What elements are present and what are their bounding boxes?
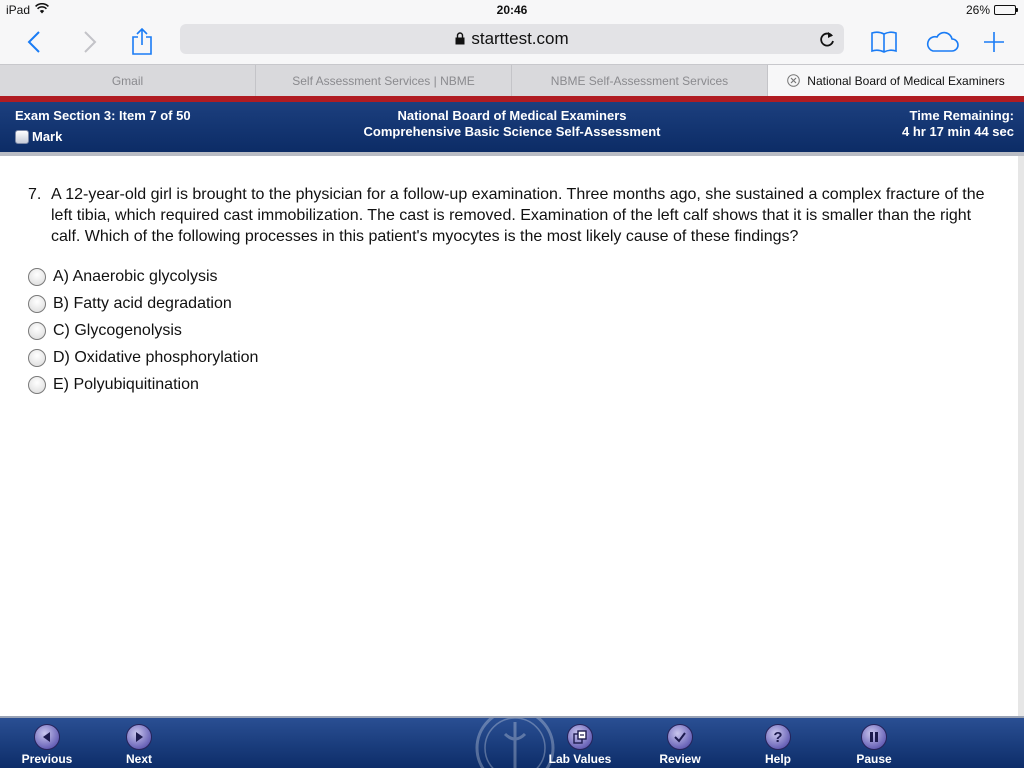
- answer-option-d[interactable]: [28, 344, 258, 371]
- lab-values-button[interactable]: [545, 724, 615, 766]
- forward-icon[interactable]: [74, 26, 106, 58]
- bookmarks-icon[interactable]: [868, 26, 900, 58]
- reload-icon[interactable]: [818, 29, 836, 49]
- question-number: 7.: [28, 186, 42, 203]
- pause-icon: [861, 724, 887, 750]
- section-item-indicator: Exam Section 3: Item 7 of 50: [15, 108, 191, 123]
- tab-bar: [0, 64, 1024, 96]
- question-stem: A 12-year-old girl is brought to the physician for a follow-up examination. Three months ago, she sustained a complex fracture of the left tibia, which required cast immobilization. The cast is removed. Examination of the left calf shows that it is smaller than the right calf. Which of the following processes in this patient's myocytes is the most likely cause of these findings?: [51, 186, 985, 245]
- status-bar: [0, 0, 1024, 20]
- exam-header: [0, 102, 1024, 152]
- radio-button[interactable]: [28, 322, 46, 340]
- battery-percent: 26%: [965, 3, 990, 17]
- radio-button[interactable]: [28, 349, 46, 367]
- icloud-tabs-icon[interactable]: [922, 26, 962, 58]
- tab-label: National Board of Medical Examiners: [807, 73, 1005, 88]
- arrow-left-icon: [34, 724, 60, 750]
- clock: 20:46: [496, 3, 528, 17]
- review-button[interactable]: [645, 724, 715, 766]
- help-label: Help: [764, 752, 791, 766]
- exam-title: Comprehensive Basic Science Self-Assessment: [363, 124, 661, 139]
- bottom-navigation: [0, 716, 1024, 768]
- previous-label: Previous: [21, 752, 73, 766]
- previous-button[interactable]: [12, 724, 82, 766]
- tab-self-assessment-services[interactable]: [256, 65, 512, 96]
- review-label: Review: [659, 752, 701, 766]
- mark-label: Mark: [32, 129, 63, 144]
- answer-option-e[interactable]: [28, 371, 258, 398]
- lab-values-label: Lab Values: [548, 752, 612, 766]
- tab-national-board[interactable]: [768, 65, 1024, 96]
- header-divider: [0, 152, 1024, 156]
- answer-option-c[interactable]: [28, 317, 258, 344]
- option-label: B) Fatty acid degradation: [53, 294, 232, 312]
- next-button[interactable]: [104, 724, 174, 766]
- new-tab-icon[interactable]: [978, 26, 1010, 58]
- time-remaining-label: Time Remaining:: [909, 108, 1014, 123]
- browser-toolbar: [0, 20, 1024, 64]
- back-icon[interactable]: [18, 26, 50, 58]
- help-button[interactable]: [743, 724, 813, 766]
- lock-icon: [455, 30, 465, 50]
- vertical-scrollbar[interactable]: [1018, 156, 1024, 716]
- radio-button[interactable]: [28, 268, 46, 286]
- radio-button[interactable]: [28, 295, 46, 313]
- option-label: A) Anaerobic glycolysis: [53, 267, 218, 285]
- tab-nbme-self-assessment[interactable]: [512, 65, 768, 96]
- tab-label: Self Assessment Services | NBME: [292, 73, 475, 88]
- option-label: E) Polyubiquitination: [53, 375, 199, 393]
- lab-values-icon: [567, 724, 593, 750]
- radio-button[interactable]: [28, 376, 46, 394]
- question-mark-icon: ?: [765, 724, 791, 750]
- pause-button[interactable]: [839, 724, 909, 766]
- url-text: starttest.com: [471, 29, 569, 48]
- tab-label: Gmail: [111, 73, 144, 88]
- checkmark-icon: [667, 724, 693, 750]
- question: [28, 184, 998, 247]
- battery-icon: [994, 5, 1016, 15]
- close-tab-icon[interactable]: [787, 74, 800, 87]
- answer-options: [28, 263, 258, 398]
- address-bar[interactable]: [180, 24, 844, 54]
- arrow-right-icon: [126, 724, 152, 750]
- answer-option-a[interactable]: [28, 263, 258, 290]
- time-remaining-value: 4 hr 17 min 44 sec: [901, 124, 1014, 139]
- pause-label: Pause: [856, 752, 892, 766]
- answer-option-b[interactable]: [28, 290, 258, 317]
- device-name: iPad: [6, 3, 31, 17]
- tab-gmail[interactable]: [0, 65, 256, 96]
- share-icon[interactable]: [126, 26, 158, 58]
- org-title: National Board of Medical Examiners: [397, 108, 627, 123]
- next-label: Next: [125, 752, 152, 766]
- option-label: D) Oxidative phosphorylation: [53, 348, 259, 366]
- tab-label: NBME Self-Assessment Services: [550, 73, 729, 88]
- option-label: C) Glycogenolysis: [53, 321, 182, 339]
